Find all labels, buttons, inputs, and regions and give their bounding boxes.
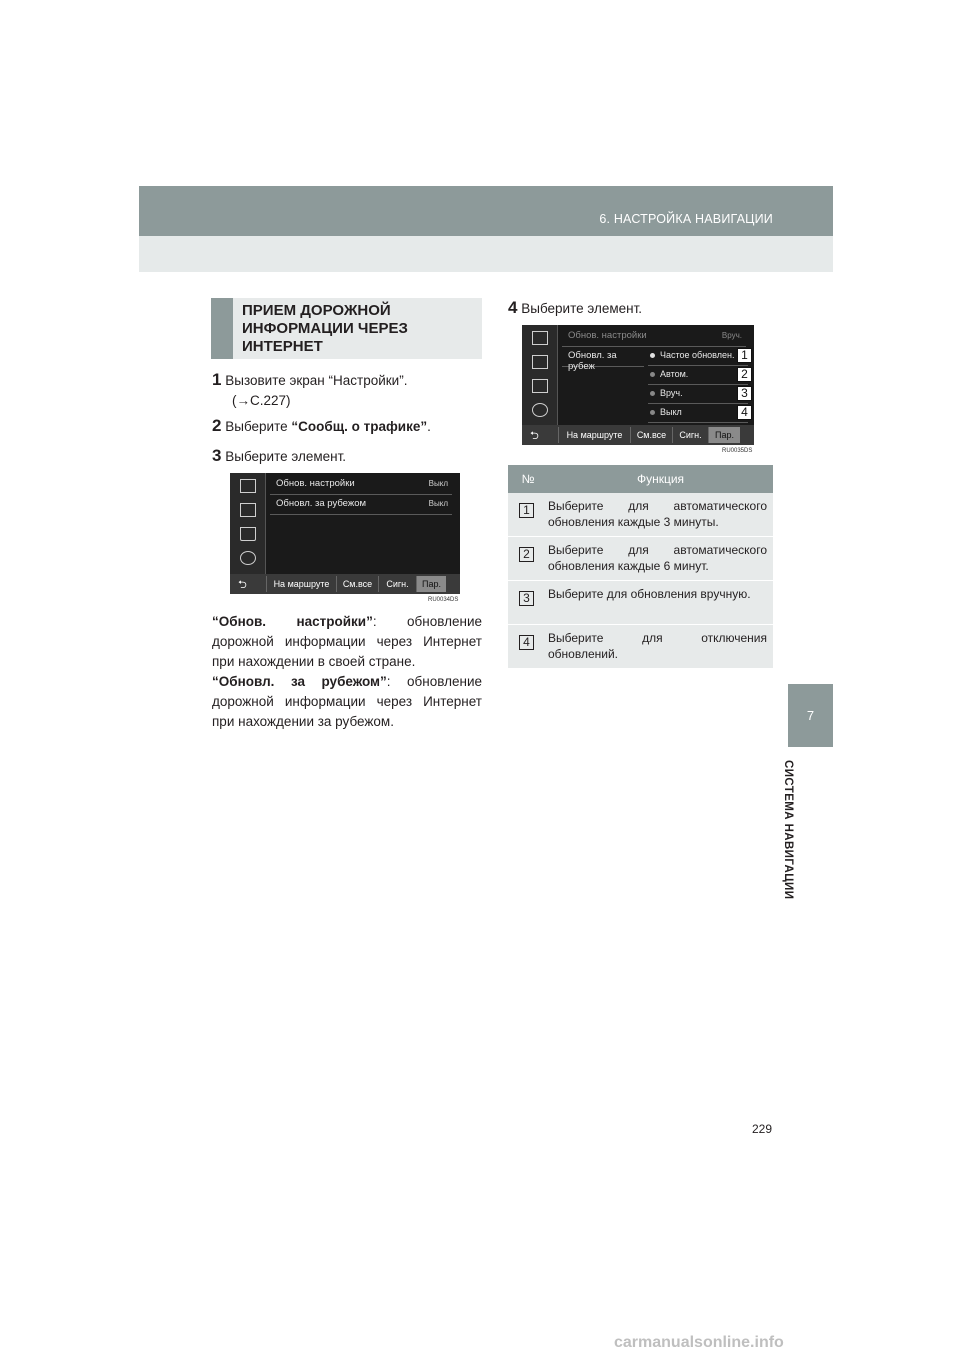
page-number: 229 <box>751 1122 772 1136</box>
description-text: : обновление дорожной информации через Интернет при нахождении в своей стране. <box>212 614 482 669</box>
callout-1: 1 <box>737 348 752 363</box>
row-number-box: 3 <box>519 591 534 606</box>
table-row <box>508 625 773 669</box>
radio-icon <box>650 372 655 377</box>
row-description: Выберите для автоматического обновления каждые 3 минуты. <box>548 499 767 529</box>
step-number: 4 <box>508 298 518 317</box>
on-route-button[interactable]: На маршруте <box>558 427 630 443</box>
show-all-button[interactable]: См.все <box>630 427 672 443</box>
chapter-side-label <box>782 760 801 910</box>
row-description: Выберите для автоматического обновления каждые 6 минут. <box>548 543 767 573</box>
warning-icon <box>532 379 548 393</box>
description-text: : обновление дорожной информации через Интернет при нахождении за рубежом. <box>212 674 482 729</box>
setting-value: Выкл <box>428 479 448 488</box>
setting-label: Обнов. настройки <box>568 330 647 341</box>
traffic-icon <box>240 479 256 493</box>
step-text-pre: Выберите <box>225 419 292 434</box>
step-number: 2 <box>212 416 222 435</box>
params-button[interactable]: Пар. <box>416 576 446 592</box>
callout-3: 3 <box>737 386 752 401</box>
radio-icon <box>650 410 655 415</box>
setting-label: Обновл. за рубежом <box>276 498 367 509</box>
alerts-button[interactable]: Сигн. <box>672 427 708 443</box>
table-row <box>508 493 773 537</box>
setting-label: Обнов. настройки <box>276 478 355 489</box>
setting-row[interactable] <box>562 347 644 372</box>
traffic-icon <box>532 331 548 345</box>
alerts-button[interactable]: Сигн. <box>378 576 416 592</box>
chapter-header-band <box>139 186 833 236</box>
step-3 <box>212 446 482 467</box>
chapter-number: 7 <box>806 708 815 723</box>
function-table <box>508 465 773 669</box>
watermark: carmanualsonline.info <box>614 1334 784 1351</box>
row-number-box: 2 <box>519 547 534 562</box>
step-number: 3 <box>212 446 222 465</box>
option-off[interactable] <box>648 404 748 423</box>
column-header-number: № <box>521 472 535 486</box>
image-code: RU0034DS <box>428 597 459 603</box>
description-term: “Обнов. настройки” <box>212 614 373 629</box>
back-icon[interactable]: ⮌ <box>238 579 247 591</box>
weather-icon <box>240 551 256 565</box>
row-description: Выберите для отключения обновлений. <box>548 631 767 661</box>
radio-icon <box>650 391 655 396</box>
description-term: “Обновл. за рубежом” <box>212 674 387 689</box>
radio-icon <box>650 353 655 358</box>
description-1 <box>212 612 482 672</box>
screen-bottom-bar <box>230 574 460 594</box>
step-text: Вызовите экран “Настройки”. <box>225 373 408 388</box>
show-all-button[interactable]: См.все <box>336 576 378 592</box>
map-icon <box>532 355 548 369</box>
row-number-box: 4 <box>519 635 534 650</box>
step-text-bold: “Сообщ. о трафике” <box>291 419 428 434</box>
setting-row[interactable] <box>562 327 746 347</box>
section-title: ПРИЕМ ДОРОЖНОЙ ИНФОРМАЦИИ ЧЕРЕЗ ИНТЕРНЕТ <box>242 302 408 355</box>
image-code: RU0035DS <box>722 448 753 454</box>
description-2 <box>212 672 482 732</box>
setting-label: Обновл. за рубеж <box>568 350 617 372</box>
option-frequent[interactable] <box>648 347 748 366</box>
step-text: Выберите элемент. <box>225 449 347 464</box>
chapter-title: 6. НАСТРОЙКА НАВИГАЦИИ <box>599 212 773 226</box>
table-row <box>508 537 773 581</box>
chapter-side-tab <box>788 684 833 747</box>
column-header-function: Функция <box>636 472 685 486</box>
row-number-box: 1 <box>519 503 534 518</box>
step-text-post: . <box>427 419 431 434</box>
on-route-button[interactable]: На маршруте <box>266 576 336 592</box>
option-label: Вруч. <box>660 388 683 398</box>
option-label: Частое обновлен. <box>660 350 735 360</box>
setting-value: Вруч. <box>721 331 742 340</box>
screenshot-settings <box>230 473 460 594</box>
section-heading-box <box>211 298 482 359</box>
setting-value: Выкл <box>428 499 448 508</box>
callout-2: 2 <box>737 367 752 382</box>
option-auto[interactable] <box>648 366 748 385</box>
row-description: Выберите для обновления вручную. <box>548 587 751 601</box>
step-1 <box>212 370 482 411</box>
table-row <box>508 581 773 625</box>
option-label: Выкл <box>660 407 682 417</box>
option-manual[interactable] <box>648 385 748 404</box>
warning-icon <box>240 527 256 541</box>
step-number: 1 <box>212 370 222 389</box>
screen-bottom-bar <box>522 425 754 445</box>
option-label: Автом. <box>660 369 689 379</box>
step-4 <box>508 298 773 319</box>
callout-4: 4 <box>737 405 752 420</box>
params-button[interactable]: Пар. <box>708 427 740 443</box>
chapter-side-label-text: СИСТЕМА НАВИГАЦИИ <box>782 760 794 900</box>
screenshot-update-options <box>522 325 754 445</box>
table-header <box>508 465 773 493</box>
step-text: Выберите элемент. <box>521 301 643 316</box>
section-heading-bar <box>211 298 233 359</box>
step-reference: (→С.227) <box>232 393 291 408</box>
step-2 <box>212 416 482 437</box>
chapter-subheader-band <box>139 236 833 272</box>
weather-icon <box>532 403 548 417</box>
setting-row[interactable] <box>270 495 452 515</box>
back-icon[interactable]: ⮌ <box>530 430 539 442</box>
map-icon <box>240 503 256 517</box>
setting-row[interactable] <box>270 475 452 495</box>
